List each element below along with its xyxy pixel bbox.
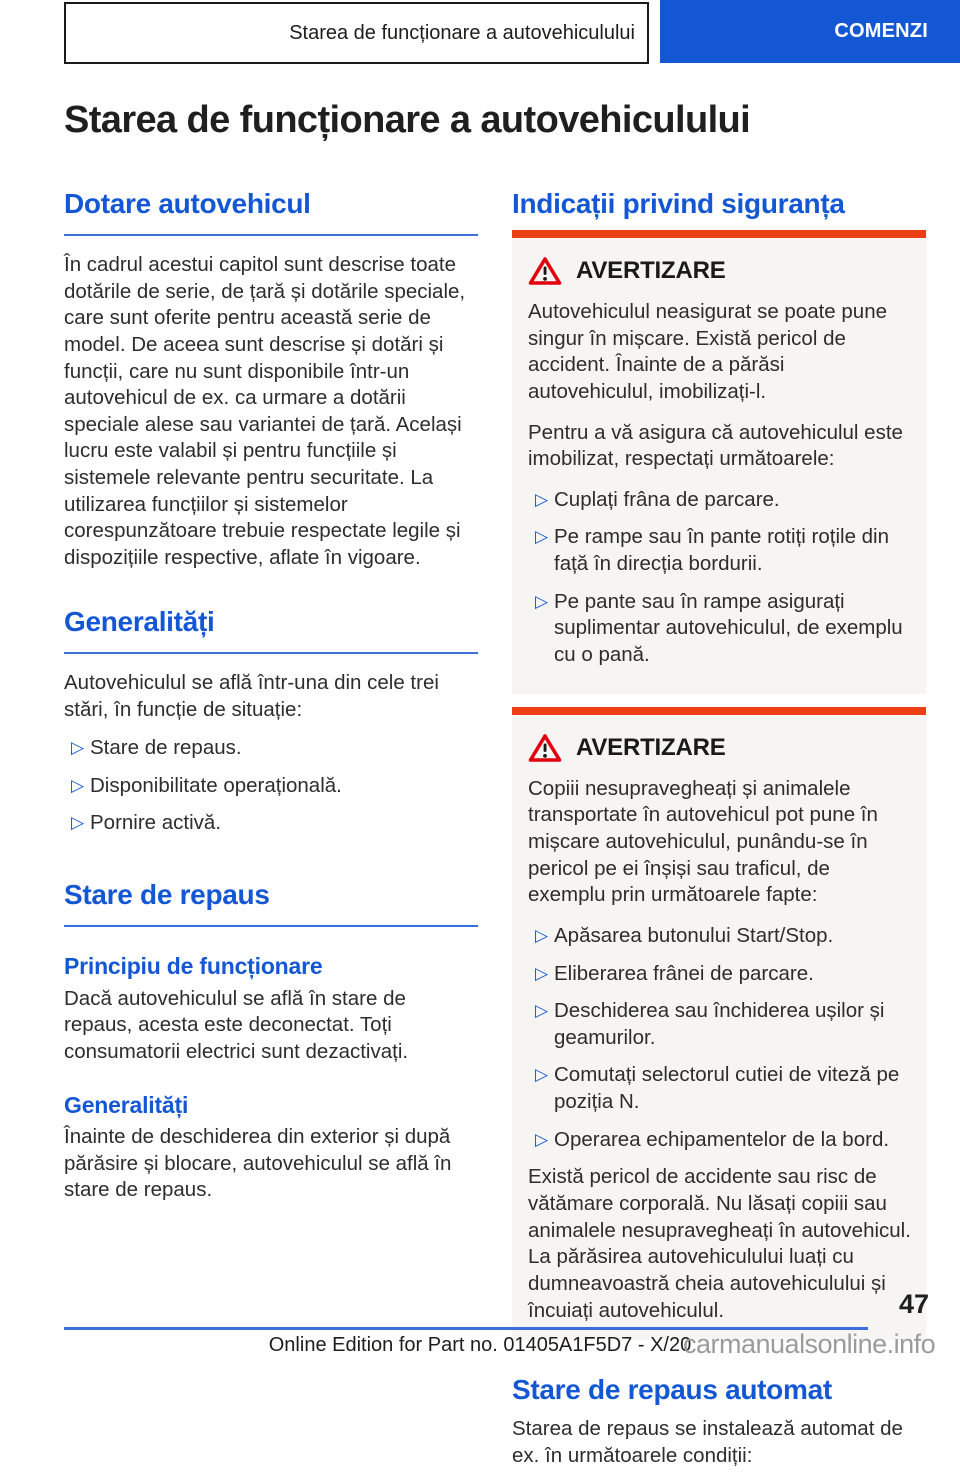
triangle-bullet-icon: ▷ bbox=[535, 527, 549, 547]
triangle-bullet-icon: ▷ bbox=[535, 963, 549, 983]
warning-body bbox=[512, 238, 926, 694]
edition-note: Online Edition for Part no. 01405A1F5D7 - X/20 bbox=[268, 1334, 692, 1356]
list-item bbox=[64, 810, 478, 837]
header-chapter-title: Starea de funcționare a autovehiculului bbox=[289, 21, 635, 44]
list-item-text: Pe pante sau în rampe asigurați suplimentar autovehiculul, de exemplu cu o pană. bbox=[554, 589, 903, 667]
section-heading-indicatii-siguranta: Indicații privind siguranța bbox=[512, 187, 845, 219]
warning-label: AVERTIZARE bbox=[576, 733, 726, 761]
warning-paragraph: Pentru a vă asigura că autovehiculul este imobilizat, respectați următoarele: bbox=[528, 420, 903, 471]
list-item-text: Apăsarea butonului Start/Stop. bbox=[554, 923, 834, 947]
triangle-bullet-icon: ▷ bbox=[535, 1129, 549, 1149]
paragraph-generalitati-intro: Autovehiculul se află într-una din cele trei stări, în funcție de situație: bbox=[64, 670, 439, 721]
warning-actions-list bbox=[528, 923, 912, 1153]
watermark-text: carmanualsonline.info bbox=[683, 1329, 936, 1359]
warning-label: AVERTIZARE bbox=[576, 256, 726, 284]
right-column bbox=[512, 188, 926, 1482]
header-tab-comenzi bbox=[660, 0, 960, 63]
list-item bbox=[528, 524, 912, 577]
paragraph-repaus-automat: Starea de repaus se instalează automat de ex. în următoarele condiții: bbox=[512, 1417, 903, 1468]
warning-title-row bbox=[528, 733, 912, 763]
warning-top-bar bbox=[512, 230, 926, 238]
warning-paragraph: Există pericol de accidente sau risc de vătămare corporală. Nu lăsați copiii sau animalele nesupravegheați în autovehicul. La părăsirea autovehiculului luați cu dumneavoastră cheia autovehiculului și încuiați autovehiculul. bbox=[528, 1165, 911, 1322]
list-item bbox=[528, 487, 912, 514]
section-heading-generalitati: Generalități bbox=[64, 606, 478, 654]
warning-box-2 bbox=[512, 707, 926, 1341]
triangle-bullet-icon: ▷ bbox=[535, 1001, 549, 1021]
triangle-bullet-icon: ▷ bbox=[71, 738, 85, 758]
states-list bbox=[64, 735, 478, 837]
warning-paragraph: Copiii nesupravegheați și animalele transportate în autovehicul pot pune în mișcare autovehiculul, punându-se în pericol pe ei înșiși sau traficul, de exemplu prin următoarele fapte: bbox=[528, 776, 878, 907]
list-item-text: Deschiderea sau închiderea ușilor și geamurilor. bbox=[554, 999, 885, 1049]
list-item bbox=[528, 1127, 912, 1154]
triangle-bullet-icon: ▷ bbox=[71, 813, 85, 833]
list-item-text: Comutați selectorul cutiei de viteză pe poziția N. bbox=[554, 1063, 900, 1114]
list-item-text: Operarea echipamentelor de la bord. bbox=[554, 1127, 890, 1151]
two-column-layout bbox=[64, 188, 926, 1482]
list-item bbox=[528, 923, 912, 950]
triangle-bullet-icon: ▷ bbox=[535, 1065, 549, 1085]
list-item-text: Stare de repaus. bbox=[90, 736, 242, 760]
triangle-bullet-icon: ▷ bbox=[71, 775, 85, 795]
list-item bbox=[64, 773, 478, 800]
header-tab-label: COMENZI bbox=[834, 20, 928, 42]
triangle-bullet-icon: ▷ bbox=[535, 591, 549, 611]
list-item bbox=[528, 961, 912, 988]
list-item bbox=[64, 735, 478, 762]
paragraph-principiu: Dacă autovehiculul se află în stare de repaus, acesta este deconectat. Toți consumatorii electrici sunt dezactivați. bbox=[64, 986, 409, 1063]
section-heading-stare-de-repaus: Stare de repaus bbox=[64, 879, 478, 927]
warning-body bbox=[512, 715, 926, 1341]
list-item bbox=[528, 998, 912, 1051]
list-item-text: Cuplați frâna de parcare. bbox=[554, 487, 780, 511]
page-number: 47 bbox=[898, 1289, 929, 1319]
warning-triangle-icon bbox=[528, 256, 562, 286]
triangle-bullet-icon: ▷ bbox=[535, 489, 549, 509]
warning-title-row bbox=[528, 256, 912, 286]
left-column bbox=[64, 188, 478, 1482]
triangle-bullet-icon: ▷ bbox=[535, 925, 549, 945]
subheading-principiu-de-functionare: Principiu de funcționare bbox=[64, 953, 323, 980]
list-item bbox=[528, 589, 912, 669]
warning-triangle-icon bbox=[528, 733, 562, 763]
page-title: Starea de funcționare a autovehiculului bbox=[64, 99, 751, 141]
paragraph-dotare: În cadrul acestui capitol sunt descrise toate dotările de serie, de țară și dotările speciale, care sunt oferite pentru această serie de model. De aceea sunt descrise și dotări și funcții, care nu sunt disponibile într-un autovehicul de ex. ca urmare a dotării speciale alese sau variantei de țară. Același lucru este valabil și pentru funcțiile și sistemele relevante pentru securitate. La utilizarea funcțiilor și sistemelor corespunzătoare trebuie respectate legile și dispozițiile respective, aflate în vigoare. bbox=[64, 252, 466, 570]
list-item-text: Pornire activă. bbox=[90, 811, 222, 835]
section-heading-stare-repaus-automat: Stare de repaus automat bbox=[512, 1374, 832, 1406]
page-content bbox=[64, 100, 926, 1482]
list-item-text: Pe rampe sau în pante rotiți roțile din față în direcția bordurii. bbox=[554, 525, 890, 576]
paragraph-generalitati-2: Înainte de deschiderea din exterior și după părăsire și blocare, autovehiculul se află în stare de repaus. bbox=[64, 1125, 452, 1202]
header-chapter-box bbox=[64, 2, 649, 64]
warning-paragraph: Autovehiculul neasigurat se poate pune singur în mișcare. Există pericol de accident. Înainte de a părăsi autovehiculul, imobilizați-l. bbox=[528, 299, 888, 403]
warning-box-1 bbox=[512, 230, 926, 694]
subheading-generalitati-2: Generalități bbox=[64, 1091, 189, 1118]
warning-steps-list bbox=[528, 487, 912, 669]
section-heading-dotare-autovehicul: Dotare autovehicul bbox=[64, 188, 478, 236]
list-item bbox=[528, 1062, 912, 1115]
list-item-text: Disponibilitate operațională. bbox=[90, 773, 342, 797]
warning-top-bar bbox=[512, 707, 926, 715]
list-item-text: Eliberarea frânei de parcare. bbox=[554, 961, 814, 985]
